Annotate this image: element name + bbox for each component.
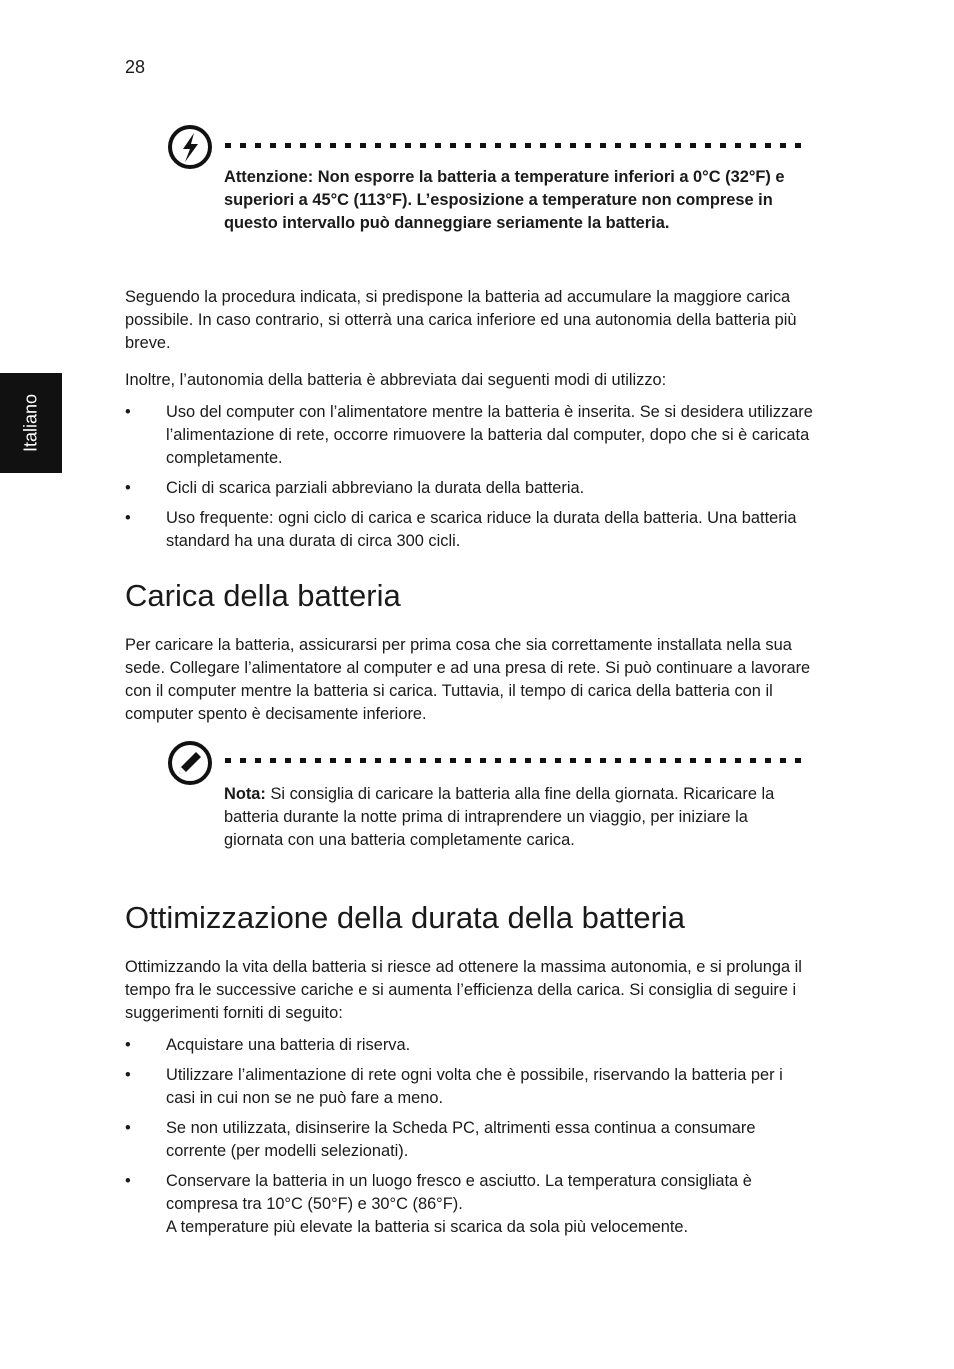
list-item: • Uso del computer con l’alimentatore mentre la batteria è inserita. Se si desidera utilizzare l’alimentazione di rete, occorre rimuovere la batteria dal computer, dopo che si è caricata completamente. bbox=[125, 403, 813, 467]
list-item: • Conservare la batteria in un luogo fresco e asciutto. La temperatura consigliata è compresa tra 10°C (50°F) e 30°C (86°F). A temperature più elevate la batteria si scarica da sola più velocemente. bbox=[125, 1172, 752, 1236]
bullet-marker: • bbox=[125, 479, 131, 497]
section-heading-optimization: Ottimizzazione della durata della batteria bbox=[125, 900, 686, 935]
note-divider bbox=[225, 143, 810, 148]
page-number: 28 bbox=[125, 57, 146, 77]
optimization-paragraph: Ottimizzando la vita della batteria si riesce ad ottenere la massima autonomia, e si prolunga il tempo fra le successive cariche e si aumenta l’efficienza della carica. Si consiglia di seguire i suggerimenti forniti di seguito: bbox=[125, 958, 802, 1022]
list-item: • Uso frequente: ogni ciclo di carica e scarica riduce la durata della batteria. Una batteria standard ha una durata di circa 300 cicli. bbox=[125, 509, 797, 550]
list-item: • Utilizzare l’alimentazione di rete ogni volta che è possibile, riservando la batteria per i casi in cui non se ne può fare a meno. bbox=[125, 1066, 783, 1107]
bullet-extra-line: A temperature più elevate la batteria si scarica da sola più velocemente. bbox=[166, 1218, 689, 1236]
bullet-marker: • bbox=[125, 403, 131, 421]
bullet-marker: • bbox=[125, 1172, 131, 1190]
bullet-marker: • bbox=[125, 1119, 131, 1137]
usage-bullet-list bbox=[125, 401, 815, 560]
bullet-marker: • bbox=[125, 509, 131, 527]
note-pencil-icon bbox=[167, 740, 213, 786]
charging-paragraph: Per caricare la batteria, assicurarsi per prima cosa che sia correttamente installata nella sua sede. Collegare l’alimentatore al computer e ad una presa di rete. Si può continuare a lavorare con il computer mentre la batteria si carica. Tuttavia, il tempo di carica della batteria con il computer spento è decisamente inferiore. bbox=[125, 636, 811, 723]
intro-paragraph-1: Seguendo la procedura indicata, si predispone la batteria ad accumulare la maggiore carica possibile. In caso contrario, si otterrà una carica inferiore ed una autonomia della batteria più breve. bbox=[125, 288, 797, 352]
warning-lightning-icon bbox=[167, 124, 213, 170]
warning-note-text: Attenzione: Non esporre la batteria a temperature inferiori a 0°C (32°F) e superiori a 45°C (113°F). L’esposizione a temperature non comprese in questo intervallo può danneggiare seriamente la batteria. bbox=[224, 168, 785, 232]
list-item: • Cicli di scarica parziali abbreviano la durata della batteria. bbox=[125, 477, 815, 500]
note-divider bbox=[225, 758, 810, 763]
list-item: • Se non utilizzata, disinserire la Scheda PC, altrimenti essa continua a consumare corrente (per modelli selezionati). bbox=[125, 1119, 756, 1160]
bullet-marker: • bbox=[125, 1036, 131, 1054]
bullet-marker: • bbox=[125, 1066, 131, 1084]
intro-paragraph-2: Inoltre, l’autonomia della batteria è abbreviata dai seguenti modi di utilizzo: bbox=[125, 371, 667, 389]
language-side-tab bbox=[0, 373, 62, 473]
language-label: Italiano bbox=[20, 393, 41, 453]
section-heading-charging: Carica della batteria bbox=[125, 578, 401, 613]
note-label: Nota: bbox=[224, 785, 266, 803]
tips-bullet-list bbox=[125, 1034, 815, 1246]
list-item: • Acquistare una batteria di riserva. bbox=[125, 1034, 815, 1057]
info-note-text: Nota: Si consiglia di caricare la batteria alla fine della giornata. Ricaricare la batteria durante la notte prima di intraprendere un viaggio, per iniziare la giornata con una batteria completamente carica. bbox=[224, 785, 775, 849]
